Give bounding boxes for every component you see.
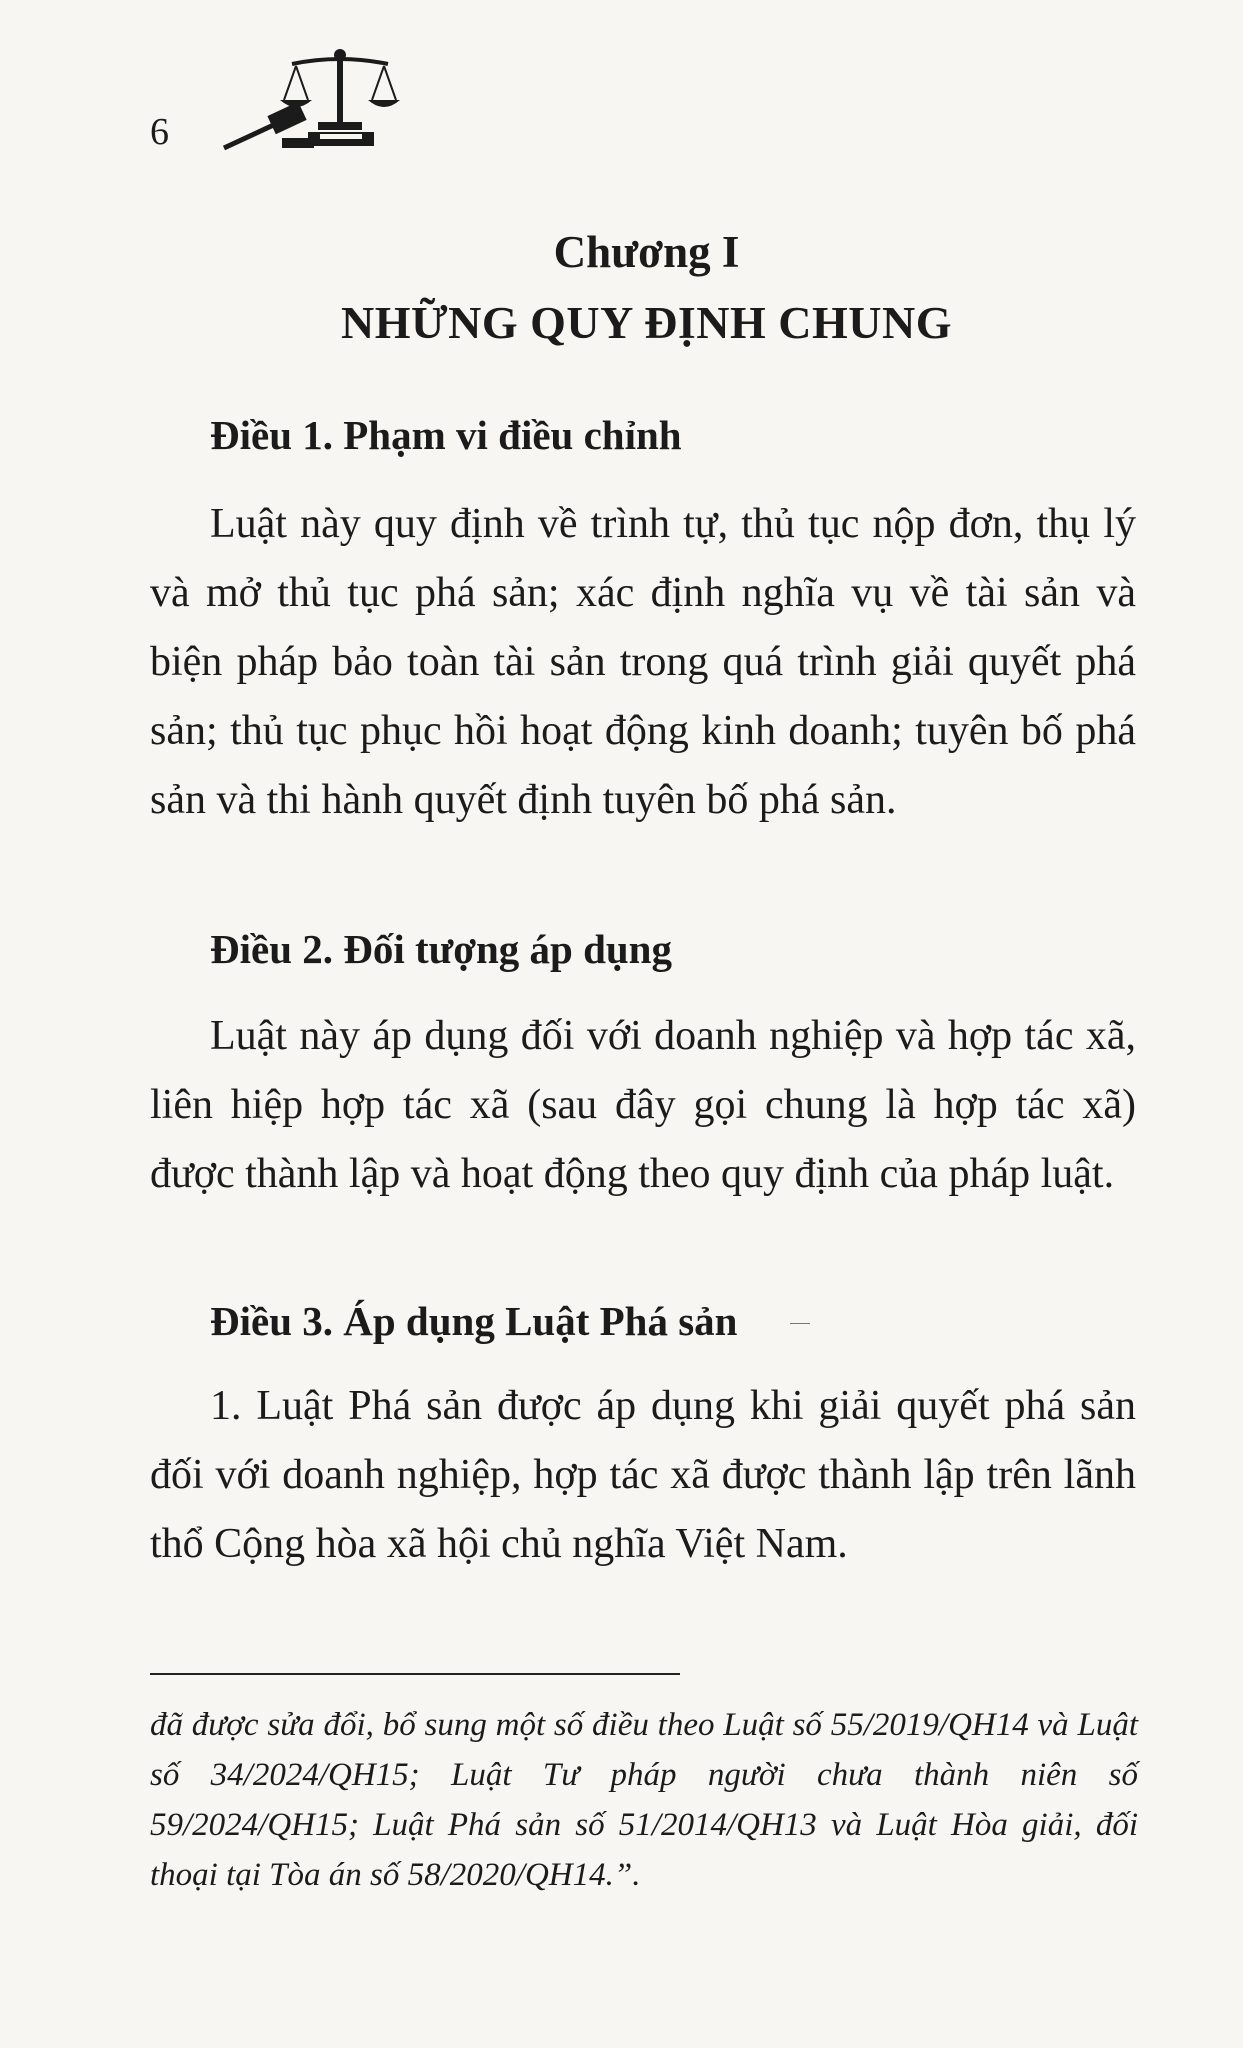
footnote-divider [150, 1673, 680, 1675]
article-2-paragraph: Luật này áp dụng đối với doanh nghiệp và hợp tác xã, liên hiệp hợp tác xã (sau đây gọi chung là hợp tác xã) được thành lập và hoạt động theo quy định của pháp luật. [150, 1013, 1136, 1197]
article-2-heading: Điều 2. Đối tượng áp dụng [210, 926, 672, 972]
chapter-title: NHỮNG QUY ĐỊNH CHUNG [341, 297, 952, 348]
chapter-label: Chương I [553, 227, 740, 277]
article-3-paragraph: 1. Luật Phá sản được áp dụng khi giải quyết phá sản đối với doanh nghiệp, hợp tác xã được thành lập trên lãnh thổ Cộng hòa xã hội chủ nghĩa Việt Nam. [150, 1383, 1136, 1567]
page-number: 6 [150, 111, 169, 153]
article-1-paragraph: Luật này quy định về trình tự, thủ tục nộp đơn, thụ lý và mở thủ tục phá sản; xác định nghĩa vụ về tài sản và biện pháp bảo toàn tài sản trong quá trình giải quyết phá sản; thủ tục phục hồi hoạt động kinh doanh; tuyên bố phá sản và thi hành quyết định tuyên bố phá sản. [150, 501, 1136, 823]
scales-of-justice-gavel-icon [222, 42, 402, 154]
article-3-heading: Điều 3. Áp dụng Luật Phá sản [210, 1298, 738, 1344]
heading-rule [790, 1323, 810, 1324]
article-1-heading: Điều 1. Phạm vi điều chỉnh [210, 412, 682, 458]
footnote-text: đã được sửa đổi, bổ sung một số điều theo Luật số 55/2019/QH14 và Luật số 34/2024/QH15; Luật Tư pháp người chưa thành niên số 59/2024/QH15; Luật Phá sản số 51/2014/QH13 và Luật Hòa giải, đối thoại tại Tòa án số 58/2020/QH14.”. [150, 1707, 1138, 1893]
